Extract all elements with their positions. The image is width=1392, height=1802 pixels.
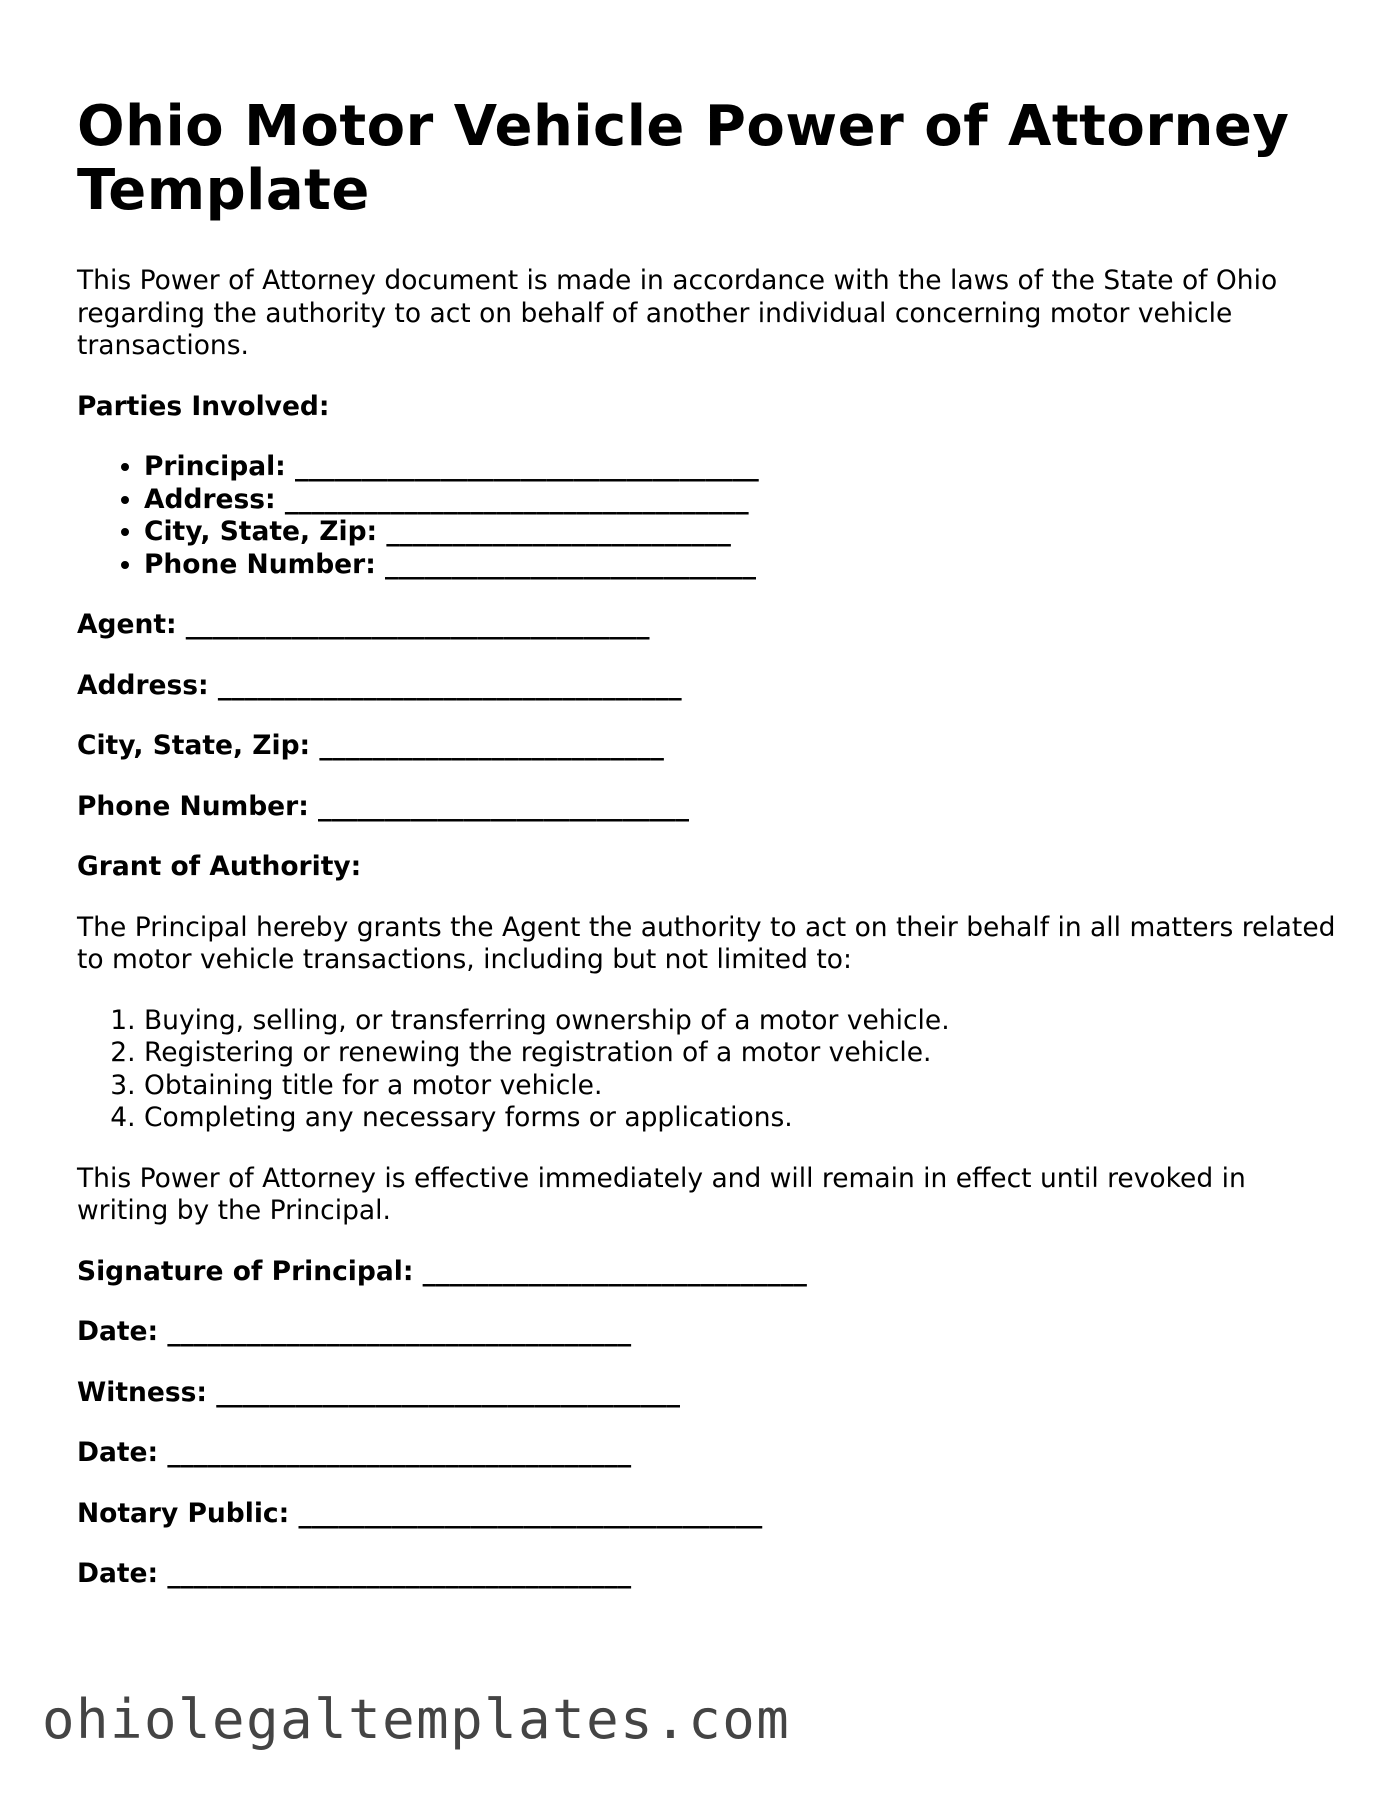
authority-item: 2. Registering or renewing the registration of a motor vehicle. xyxy=(144,1037,1337,1070)
grant-paragraph: The Principal hereby grants the Agent the authority to act on their behalf in all matters related to motor vehicle transactions, including but not limited to: xyxy=(77,911,1336,975)
principal-signature-date-field: Date: ___________________________________ xyxy=(77,1316,632,1347)
principal-fields-list xyxy=(77,451,1337,581)
principal-city-state-zip-field: • City, State, Zip: __________________________ xyxy=(144,516,1337,549)
agent-city-state-zip-field: City, State, Zip: __________________________ xyxy=(77,730,664,761)
principal-name-field: • Principal: ___________________________________ xyxy=(144,451,1337,484)
notary-public-field: Notary Public: ___________________________________ xyxy=(77,1497,763,1529)
agent-phone-field: Phone Number: ____________________________ xyxy=(77,790,690,822)
principal-signature-field: Signature of Principal: _____________________________ xyxy=(77,1255,807,1287)
principal-phone-field: • Phone Number: ____________________________ xyxy=(144,549,1337,582)
site-watermark: ohiolegaltemplates.com xyxy=(42,1688,791,1751)
intro-paragraph: This Power of Attorney document is made in accordance with the laws of the State of Ohio regarding the authority to act on behalf of another individual concerning motor vehicle transactions. xyxy=(77,265,1278,361)
grant-heading: Grant of Authority: xyxy=(77,851,362,882)
notary-date-field: Date: ___________________________________ xyxy=(77,1558,632,1589)
witness-field: Witness: ___________________________________ xyxy=(77,1376,680,1408)
authority-item: 1. Buying, selling, or transferring ownership of a motor vehicle. xyxy=(144,1005,1337,1038)
document-title: Ohio Motor Vehicle Power of Attorney Template xyxy=(77,94,1290,223)
agent-address-field: Address: ___________________________________ xyxy=(77,669,682,701)
authority-list xyxy=(77,1005,1337,1135)
authority-item: 3. Obtaining title for a motor vehicle. xyxy=(144,1070,1337,1103)
authority-item: 4. Completing any necessary forms or applications. xyxy=(144,1102,1337,1135)
witness-date-field: Date: ___________________________________ xyxy=(77,1437,632,1468)
effective-paragraph: This Power of Attorney is effective immediately and will remain in effect until revoked in writing by the Principal. xyxy=(77,1162,1246,1226)
principal-address-field: • Address: ___________________________________ xyxy=(144,484,1337,517)
document-page xyxy=(77,95,1337,1619)
agent-name-field: Agent: ___________________________________ xyxy=(77,609,650,640)
parties-heading: Parties Involved: xyxy=(77,390,330,422)
